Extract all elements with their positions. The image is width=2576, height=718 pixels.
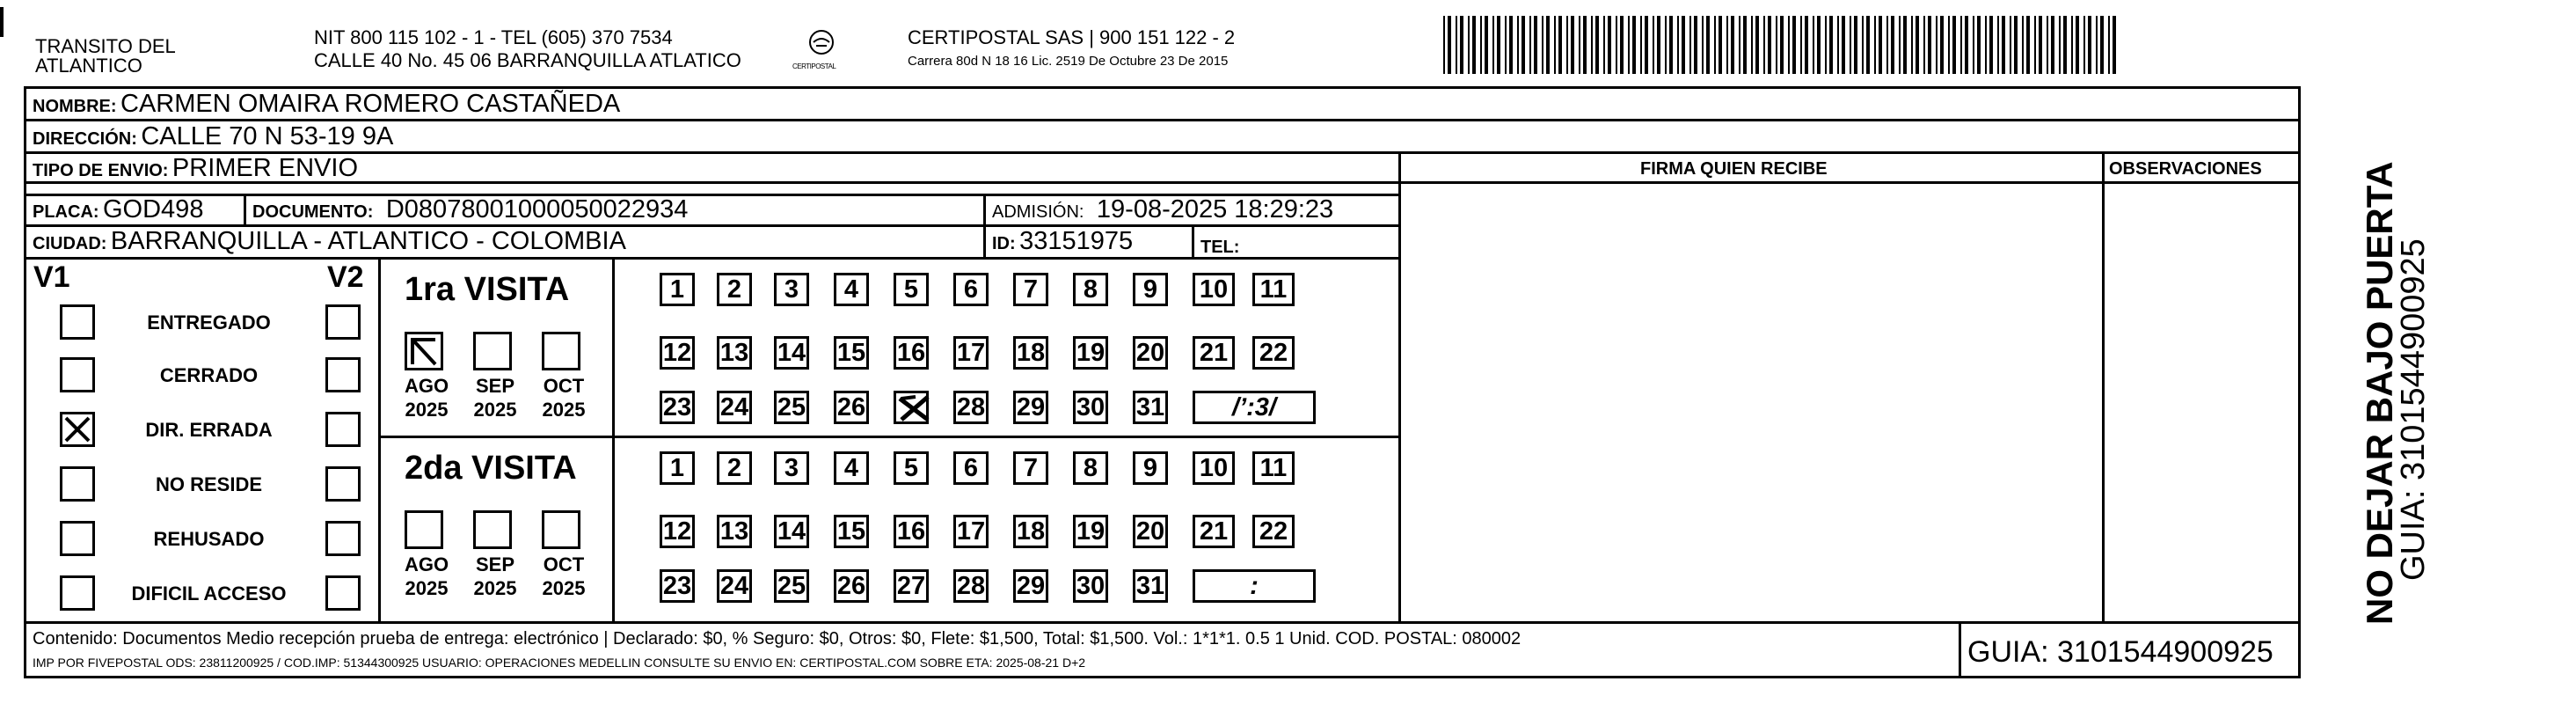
day-box[interactable]: [953, 569, 989, 603]
day-box[interactable]: [1193, 515, 1235, 548]
barcode: [1443, 16, 2120, 74]
courier-line2: Carrera 80d N 18 16 Lic. 2519 De Octubre 23 De 2015: [908, 54, 1229, 69]
day-number: 7: [1023, 454, 1039, 482]
v1-checkbox[interactable]: [60, 357, 95, 392]
day-box[interactable]: [953, 273, 989, 306]
day-box[interactable]: [1073, 273, 1108, 306]
nit-line1: NIT 800 115 102 - 1 - TEL (605) 370 7534: [314, 26, 673, 48]
day-box[interactable]: [894, 391, 929, 424]
month-checkbox[interactable]: [542, 510, 580, 549]
month-checkbox[interactable]: [405, 332, 443, 370]
day-number: 28: [956, 393, 986, 421]
name-row: [33, 92, 620, 117]
day-box[interactable]: [953, 451, 989, 485]
month-checkbox[interactable]: [542, 332, 580, 370]
day-number: 16: [896, 339, 926, 367]
day-number: 6: [963, 275, 979, 304]
document-row: [252, 197, 688, 223]
time-value: :: [1250, 572, 1259, 600]
month-year: 2025: [542, 399, 586, 421]
day-number: 24: [719, 572, 749, 600]
day-box[interactable]: [1252, 273, 1295, 306]
day-box[interactable]: [774, 336, 809, 370]
day-number: 23: [662, 393, 692, 421]
v1-checkbox[interactable]: [60, 521, 95, 556]
day-box[interactable]: [1252, 336, 1295, 370]
day-number: 19: [1076, 517, 1106, 546]
day-box[interactable]: [660, 515, 695, 548]
day-box[interactable]: [1193, 451, 1235, 485]
plate-label: PLACA:: [33, 202, 99, 222]
day-number: 1: [669, 454, 685, 482]
visit-title: 2da VISITA: [405, 450, 577, 487]
v2-checkbox[interactable]: [325, 412, 361, 447]
month-year: 2025: [473, 577, 517, 599]
id-row: [992, 229, 1133, 254]
day-box[interactable]: [894, 569, 929, 603]
day-box[interactable]: [894, 515, 929, 548]
month-year: 2025: [405, 399, 449, 421]
day-box[interactable]: [1133, 451, 1168, 485]
send-type-label: TIPO DE ENVIO:: [33, 161, 169, 180]
day-box[interactable]: [1193, 273, 1235, 306]
day-box[interactable]: [834, 391, 869, 424]
corner-mark: [0, 7, 4, 37]
day-number: 2: [726, 454, 742, 482]
status-label: REHUSADO: [153, 528, 265, 550]
check-mark-icon: [407, 334, 441, 368]
day-number: 4: [843, 454, 859, 482]
day-number: 23: [662, 572, 692, 600]
v2-header: V2: [327, 260, 364, 294]
day-box[interactable]: [717, 273, 752, 306]
document-value: D08078001000050022934: [385, 195, 689, 223]
day-number: 11: [1259, 454, 1288, 482]
day-number: 14: [777, 339, 806, 367]
day-cross-mark-icon: [896, 393, 931, 423]
day-box[interactable]: [1133, 569, 1168, 603]
day-number: 18: [1016, 517, 1046, 546]
day-box[interactable]: [774, 273, 809, 306]
day-number: 5: [903, 275, 919, 304]
day-box[interactable]: [1073, 336, 1108, 370]
month-name: AGO: [404, 375, 449, 397]
plate-row: [33, 197, 203, 223]
day-number: 11: [1259, 275, 1288, 304]
tel-label: TEL:: [1200, 238, 1240, 257]
city-value: BARRANQUILLA - ATLANTICO - COLOMBIA: [110, 227, 626, 255]
side-warning: NO DEJAR BAJO PUERTA: [2359, 161, 2400, 625]
day-number: 29: [1016, 572, 1046, 600]
address-label: DIRECCIÓN:: [33, 129, 137, 149]
day-box[interactable]: [1013, 273, 1048, 306]
address-value: CALLE 70 N 53-19 9A: [141, 122, 394, 150]
day-box[interactable]: [774, 451, 809, 485]
day-number: 13: [719, 339, 749, 367]
address-row: [33, 124, 393, 150]
send-type-value: PRIMER ENVIO: [171, 154, 359, 182]
admission-label: ADMISIÓN:: [992, 202, 1084, 222]
day-box[interactable]: [774, 569, 809, 603]
day-box[interactable]: [660, 391, 695, 424]
status-label: NO RESIDE: [155, 473, 263, 495]
day-box[interactable]: [774, 391, 809, 424]
certipostal-logo: [792, 26, 847, 74]
org-name-line2: ATLANTICO: [35, 55, 142, 77]
month-name: AGO: [404, 553, 449, 575]
day-number: 24: [719, 393, 749, 421]
day-box[interactable]: [717, 391, 752, 424]
status-label: ENTREGADO: [147, 311, 271, 333]
day-number: 12: [662, 339, 692, 367]
day-box[interactable]: [717, 569, 752, 603]
v2-checkbox[interactable]: [325, 575, 361, 611]
day-number: 9: [1142, 275, 1158, 304]
day-box[interactable]: [834, 336, 869, 370]
day-box[interactable]: [1252, 451, 1295, 485]
day-box[interactable]: [834, 569, 869, 603]
day-box[interactable]: [660, 569, 695, 603]
day-number: 25: [777, 393, 806, 421]
day-box[interactable]: [1133, 336, 1168, 370]
time-box[interactable]: [1193, 569, 1316, 603]
day-number: 22: [1259, 339, 1288, 367]
day-number: 31: [1135, 393, 1165, 421]
month-year: 2025: [542, 577, 586, 599]
day-box[interactable]: [1013, 336, 1048, 370]
day-number: 21: [1199, 339, 1229, 367]
day-number: 7: [1023, 275, 1039, 304]
day-number: 1: [669, 275, 685, 304]
day-box[interactable]: [1193, 336, 1235, 370]
tel-row: [1200, 232, 1239, 258]
day-number: 31: [1135, 572, 1165, 600]
day-box[interactable]: [894, 336, 929, 370]
day-number: 2: [726, 275, 742, 304]
day-box[interactable]: [1073, 451, 1108, 485]
day-number: 30: [1076, 393, 1106, 421]
day-number: 26: [836, 393, 866, 421]
day-number: 12: [662, 517, 692, 546]
day-number: 25: [777, 572, 806, 600]
day-number: 4: [843, 275, 859, 304]
month-name: OCT: [543, 553, 585, 575]
day-box[interactable]: [1013, 515, 1048, 548]
day-box[interactable]: [1073, 391, 1108, 424]
day-number: 16: [896, 517, 926, 546]
month-year: 2025: [473, 399, 517, 421]
month-name: SEP: [475, 375, 515, 397]
day-number: 8: [1083, 454, 1098, 482]
courier-line1: CERTIPOSTAL SAS | 900 151 122 - 2: [908, 26, 1236, 48]
id-value: 33151975: [1019, 227, 1134, 255]
day-number: 21: [1199, 517, 1229, 546]
signature-header: FIRMA QUIEN RECIBE: [1640, 159, 1828, 179]
status-label: CERRADO: [159, 364, 259, 386]
day-box[interactable]: [1133, 391, 1168, 424]
month-checkbox[interactable]: [473, 332, 512, 370]
day-box[interactable]: [953, 515, 989, 548]
logo-text: CERTIPOSTAL: [792, 62, 836, 70]
v1-checkbox[interactable]: [60, 412, 95, 447]
name-value: CARMEN OMAIRA ROMERO CASTAÑEDA: [120, 90, 621, 118]
day-box[interactable]: [1013, 569, 1048, 603]
v1-checkbox[interactable]: [60, 575, 95, 611]
name-label: NOMBRE:: [33, 97, 117, 116]
time-box[interactable]: [1193, 391, 1316, 424]
day-box[interactable]: [834, 451, 869, 485]
day-number: 20: [1135, 517, 1165, 546]
day-box[interactable]: [1013, 451, 1048, 485]
day-number: 22: [1259, 517, 1288, 546]
day-number: 28: [956, 572, 986, 600]
day-number: 30: [1076, 572, 1106, 600]
status-label: DIR. ERRADA: [145, 419, 273, 441]
footer-line1: Contenido: Documentos Medio recepción prueba de entrega: electrónico | Declarado: $0, % Seguro: $0, Otros: $0, Flete: $1,500, Total: $1,500. Vol.: 1*1*1. 0.5 1 Unid. COD. POSTAL: 080002: [33, 629, 1522, 648]
month-checkbox[interactable]: [405, 510, 443, 549]
observations-header: OBSERVACIONES: [2109, 159, 2262, 179]
day-box[interactable]: [660, 273, 695, 306]
day-box[interactable]: [1073, 515, 1108, 548]
footer-guide: GUIA: 3101544900925: [1967, 635, 2273, 669]
day-box[interactable]: [774, 515, 809, 548]
day-box[interactable]: [953, 336, 989, 370]
day-box[interactable]: [894, 451, 929, 485]
day-number: 15: [836, 339, 866, 367]
day-number: 19: [1076, 339, 1106, 367]
day-box[interactable]: [717, 336, 752, 370]
day-number: 6: [963, 454, 979, 482]
footer-line2: IMP POR FIVEPOSTAL ODS: 23811200925 / COD.IMP: 51344300925 USUARIO: OPERACIONES MEDELLIN CONSULTE SU ENVIO EN: CERTIPOSTAL.COM SOBRE ETA: 2025-08-21 D+2: [33, 656, 1086, 670]
day-number: 15: [836, 517, 866, 546]
visit-title: 1ra VISITA: [405, 271, 570, 308]
nit-line2: CALLE 40 No. 45 06 BARRANQUILLA ATLATICO: [314, 49, 741, 71]
day-box[interactable]: [1133, 273, 1168, 306]
org-name-line1: TRANSITO DEL: [35, 35, 176, 57]
id-label: ID:: [992, 234, 1016, 253]
status-label: DIFICIL ACCESO: [131, 582, 287, 604]
admission-row: [992, 197, 1333, 223]
v1-checkbox[interactable]: [60, 304, 95, 340]
day-box[interactable]: [894, 273, 929, 306]
day-box[interactable]: [660, 451, 695, 485]
day-number: 8: [1083, 275, 1098, 304]
day-number: 5: [903, 454, 919, 482]
day-number: 17: [956, 517, 986, 546]
v2-checkbox[interactable]: [325, 357, 361, 392]
day-number: 17: [956, 339, 986, 367]
day-number: 10: [1199, 454, 1229, 482]
day-box[interactable]: [953, 391, 989, 424]
v2-checkbox[interactable]: [325, 466, 361, 502]
day-number: 20: [1135, 339, 1165, 367]
v2-checkbox[interactable]: [325, 521, 361, 556]
day-box[interactable]: [834, 515, 869, 548]
barcode-icon: [1443, 16, 2120, 74]
admission-value: 19-08-2025 18:29:23: [1096, 195, 1334, 223]
day-box[interactable]: [1013, 391, 1048, 424]
time-value: /ʼ:3/: [1232, 393, 1276, 421]
day-number: 13: [719, 517, 749, 546]
day-number: 29: [1016, 393, 1046, 421]
day-number: 10: [1199, 275, 1229, 304]
city-label: CIUDAD:: [33, 234, 107, 253]
document-label: DOCUMENTO:: [252, 202, 374, 222]
side-guide: GUIA: 3101544900925: [2395, 238, 2432, 581]
day-box[interactable]: [660, 336, 695, 370]
day-box[interactable]: [717, 451, 752, 485]
day-number: 9: [1142, 454, 1158, 482]
day-number: 14: [777, 517, 806, 546]
day-number: 26: [836, 572, 866, 600]
day-box[interactable]: [1252, 515, 1295, 548]
v1-checkbox[interactable]: [60, 466, 95, 502]
day-number: 3: [784, 275, 799, 304]
city-row: [33, 229, 626, 254]
day-number: 3: [784, 454, 799, 482]
day-box[interactable]: [1133, 515, 1168, 548]
check-mark-icon: [62, 414, 92, 444]
month-year: 2025: [405, 577, 449, 599]
day-number: 18: [1016, 339, 1046, 367]
day-box[interactable]: [717, 515, 752, 548]
v1-header: V1: [33, 260, 70, 294]
send-type-row: [33, 156, 358, 181]
day-box[interactable]: [834, 273, 869, 306]
month-checkbox[interactable]: [473, 510, 512, 549]
month-name: OCT: [543, 375, 585, 397]
day-number: 27: [896, 572, 926, 600]
day-box[interactable]: [1073, 569, 1108, 603]
month-name: SEP: [475, 553, 515, 575]
plate-value: GOD498: [103, 195, 204, 223]
v2-checkbox[interactable]: [325, 304, 361, 340]
